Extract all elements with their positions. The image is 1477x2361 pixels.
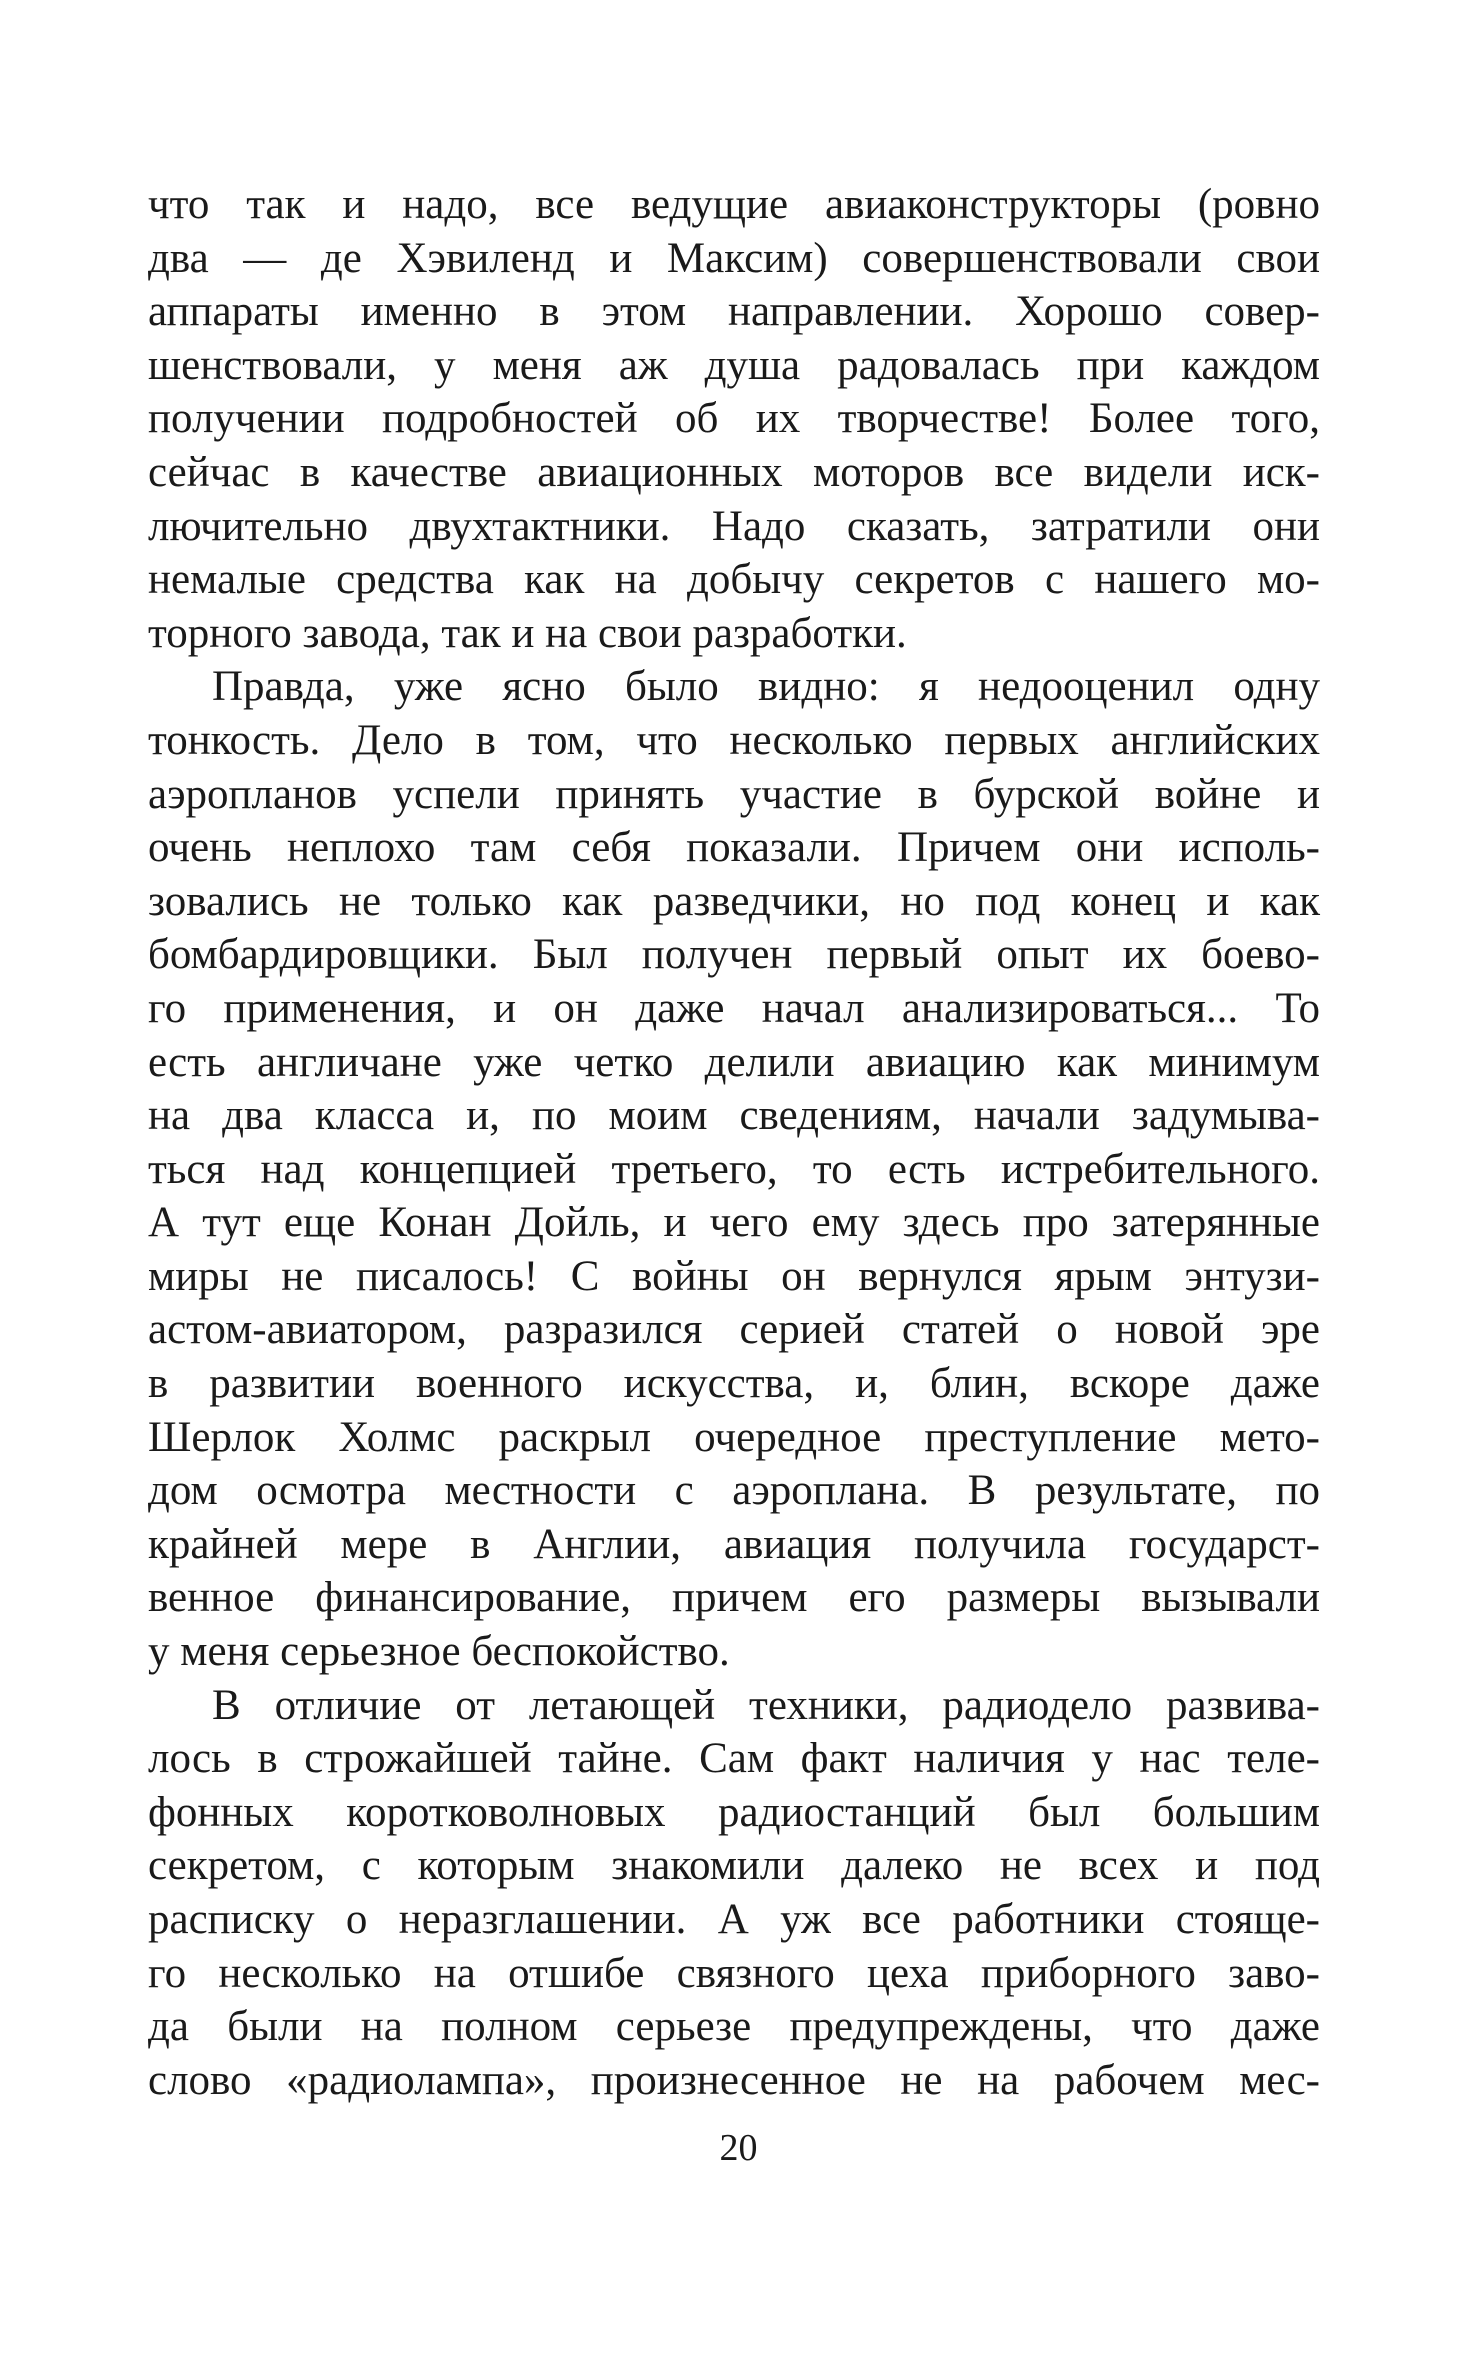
text-line: венное финансирование, причем его размеры вызывали — [148, 1574, 1320, 1622]
paragraph — [148, 178, 1320, 660]
text-line: В отличие от летающей техники, радиодело развива- — [212, 1681, 1320, 1729]
text-line: миры не писалось! С войны он вернулся ярым энтузи- — [148, 1252, 1320, 1300]
text-line: расписку о неразглашении. А уж все работники стояще- — [148, 1896, 1320, 1943]
text-line: фонных коротковолновых радиостанций был большим — [148, 1788, 1320, 1836]
text-line: бомбардировщики. Был получен первый опыт их боево- — [148, 931, 1320, 979]
text-line: на два класса и, по моим сведениям, начали задумыва- — [148, 1092, 1320, 1140]
text-line: сейчас в качестве авиационных моторов все видели иск- — [148, 448, 1320, 496]
text-line: очень неплохо там себя показали. Причем они исполь- — [148, 824, 1320, 872]
text-line: секретом, с которым знакомили далеко не всех и под — [148, 1842, 1320, 1890]
text-line: слово «радиолампа», произнесенное не на рабочем мес- — [148, 2056, 1320, 2104]
paragraph — [148, 1679, 1320, 2108]
text-line: зовались не только как разведчики, но под конец и как — [148, 877, 1320, 925]
text-line: лось в строжайшей тайне. Сам факт наличия у нас теле- — [148, 1735, 1320, 1783]
text-line: шенствовали, у меня аж душа радовалась при каждом — [148, 341, 1320, 389]
text-line: два — де Хэвиленд и Максим) совершенствовали свои — [148, 234, 1320, 282]
text-line: го применения, и он даже начал анализироваться... То — [148, 984, 1320, 1032]
text-line: тонкость. Дело в том, что несколько первых английских — [148, 716, 1320, 764]
text-line: Правда, уже ясно было видно: я недооценил одну — [212, 663, 1320, 711]
text-line: в развитии военного искусства, и, блин, вскоре даже — [148, 1360, 1320, 1408]
text-line: да были на полном серьезе предупреждены, что даже — [148, 2003, 1320, 2051]
paragraph — [148, 660, 1320, 1678]
text-line: аппараты именно в этом направлении. Хорошо совер- — [148, 288, 1320, 336]
text-line: аэропланов успели принять участие в бурской войне и — [148, 770, 1320, 818]
text-line: получении подробностей об их творчестве! Более того, — [148, 395, 1320, 443]
text-line: у меня серьезное беспокойство. — [148, 1628, 730, 1676]
text-line: дом осмотра местности с аэроплана. В результате, по — [148, 1467, 1320, 1515]
text-line: А тут еще Конан Дойль, и чего ему здесь про затерянные — [148, 1199, 1320, 1247]
page-number: 20 — [719, 2127, 758, 2169]
text-line: есть англичане уже четко делили авиацию как минимум — [148, 1038, 1320, 1086]
text-line: что так и надо, все ведущие авиаконструкторы (ровно — [148, 181, 1320, 228]
page-body — [148, 178, 1320, 2107]
text-line: ться над концепцией третьего, то есть истребительного. — [148, 1145, 1320, 1193]
text-line: торного завода, так и на свои разработки. — [148, 609, 907, 657]
text-line: го несколько на отшибе связного цеха приборного заво- — [148, 1949, 1320, 1997]
text-line: Шерлок Холмс раскрыл очередное преступление мето- — [148, 1413, 1320, 1461]
text-line: немалые средства как на добычу секретов с нашего мо- — [148, 556, 1320, 604]
text-line: астом-авиатором, разразился серией статей о новой эре — [148, 1306, 1320, 1354]
text-line: крайней мере в Англии, авиация получила государст- — [148, 1520, 1320, 1568]
text-line: лючительно двухтактники. Надо сказать, затратили они — [148, 502, 1320, 550]
